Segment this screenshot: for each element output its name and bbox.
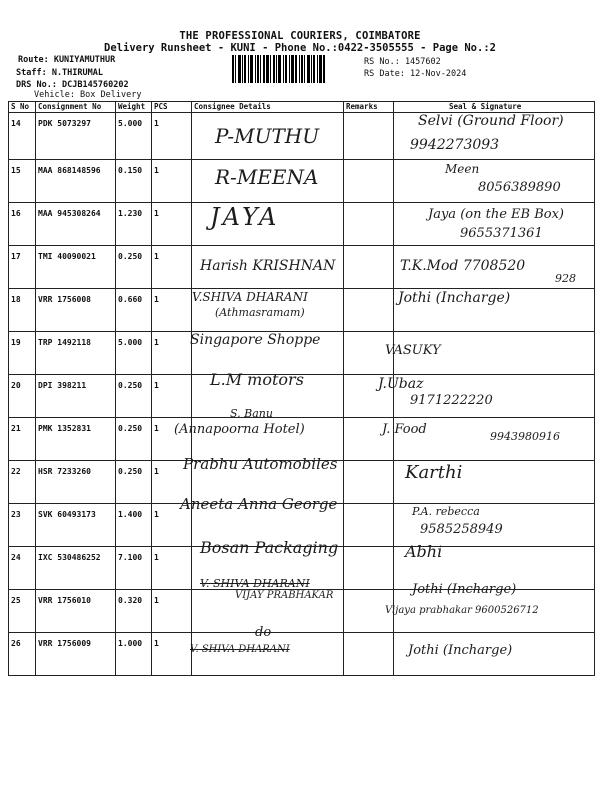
handwritten-consignee: (Annapoorna Hotel) — [174, 422, 305, 437]
rs-date: RS Date: 12-Nov-2024 — [364, 69, 467, 79]
sno: 18 — [9, 289, 36, 332]
weight: 1.400 — [116, 504, 152, 547]
pcs: 1 — [152, 113, 192, 160]
handwritten-signature: Abhi — [405, 542, 443, 561]
weight: 0.250 — [116, 418, 152, 461]
handwritten-signature: 8056389890 — [478, 180, 561, 195]
consignment-no: PMK 1352831 — [36, 418, 116, 461]
handwritten-consignee: P-MUTHU — [215, 124, 320, 148]
col-consignment: Consignment No — [36, 102, 116, 113]
pcs: 1 — [152, 203, 192, 246]
handwritten-consignee: Singapore Shoppe — [190, 332, 321, 348]
weight: 0.150 — [116, 160, 152, 203]
pcs: 1 — [152, 504, 192, 547]
col-pcs: PCS — [152, 102, 192, 113]
drs-label: DRS No.: DCJB145760202 — [16, 80, 129, 90]
handwritten-signature: T.K.Mod 7708520 — [400, 258, 526, 274]
consignment-no: TMI 40090021 — [36, 246, 116, 289]
consignment-no: VRR 1756008 — [36, 289, 116, 332]
handwritten-consignee: JAYA — [210, 203, 280, 231]
consignment-no: IXC 530486252 — [36, 547, 116, 590]
consignment-no: DPI 398211 — [36, 375, 116, 418]
handwritten-consignee: L.M motors — [210, 370, 304, 389]
col-remarks: Remarks — [344, 102, 394, 113]
weight: 0.320 — [116, 590, 152, 633]
handwritten-signature: 928 — [555, 272, 576, 285]
sno: 15 — [9, 160, 36, 203]
col-consignee: Consignee Details — [192, 102, 344, 113]
pcs: 1 — [152, 332, 192, 375]
handwritten-consignee: VIJAY PRABHAKAR — [235, 590, 334, 601]
consignment-no: VRR 1756009 — [36, 633, 116, 676]
pcs: 1 — [152, 633, 192, 676]
consignment-no: HSR 7233260 — [36, 461, 116, 504]
col-sno: S No — [9, 102, 36, 113]
handwritten-signature: 9655371361 — [460, 226, 543, 241]
handwritten-signature: Jothi (Incharge) — [408, 643, 513, 658]
pcs: 1 — [152, 289, 192, 332]
consignment-no: PDK 5073297 — [36, 113, 116, 160]
table-header-row — [9, 102, 595, 113]
handwritten-consignee: do — [255, 625, 272, 640]
pcs: 1 — [152, 547, 192, 590]
sno: 17 — [9, 246, 36, 289]
handwritten-signature: Selvi (Ground Floor) — [418, 113, 564, 129]
sno: 22 — [9, 461, 36, 504]
weight: 7.100 — [116, 547, 152, 590]
vehicle-label: Vehicle: Box Delivery — [34, 90, 142, 100]
sno: 26 — [9, 633, 36, 676]
weight: 0.250 — [116, 246, 152, 289]
consignment-no: MAA 945308264 — [36, 203, 116, 246]
handwritten-signature: Jothi (Incharge) — [412, 582, 517, 597]
sno: 14 — [9, 113, 36, 160]
handwritten-signature: VASUKY — [385, 343, 441, 358]
consignment-no: MAA 868148596 — [36, 160, 116, 203]
sno: 20 — [9, 375, 36, 418]
weight: 5.000 — [116, 113, 152, 160]
handwritten-consignee: Prabhu Automobiles — [183, 455, 338, 473]
rs-number: RS No.: 1457602 — [364, 57, 441, 67]
sno: 23 — [9, 504, 36, 547]
handwritten-signature: 9942273093 — [410, 137, 500, 153]
consignment-no: SVK 60493173 — [36, 504, 116, 547]
handwritten-consignee: V. SHIVA DHARANI — [190, 644, 290, 655]
handwritten-signature: Vijaya prabhakar 9600526712 — [385, 605, 539, 616]
runsheet-subtitle: Delivery Runsheet - KUNI - Phone No.:0422-3505555 - Page No.:2 — [104, 42, 496, 54]
handwritten-signature: Jothi (Incharge) — [398, 290, 511, 306]
handwritten-consignee: R-MEENA — [215, 165, 319, 189]
handwritten-signature: 9171222220 — [410, 393, 493, 408]
handwritten-consignee: V. SHIVA DHARANI — [200, 577, 310, 590]
route-label: Route: KUNIYAMUTHUR — [18, 55, 116, 65]
staff-label: Staff: N.THIRUMAL — [16, 68, 103, 78]
weight: 5.000 — [116, 332, 152, 375]
handwritten-signature: 9585258949 — [420, 522, 503, 537]
handwritten-signature: Karthi — [405, 462, 463, 483]
handwritten-consignee: V.SHIVA DHARANI — [192, 290, 308, 304]
handwritten-signature: J.Ubaz — [378, 376, 424, 392]
company-title: THE PROFESSIONAL COURIERS, COIMBATORE — [179, 30, 421, 42]
handwritten-signature: Jaya (on the EB Box) — [428, 207, 564, 222]
barcode — [232, 55, 354, 83]
sno: 16 — [9, 203, 36, 246]
handwritten-consignee: S. Banu — [230, 407, 273, 420]
sno: 21 — [9, 418, 36, 461]
sno: 19 — [9, 332, 36, 375]
handwritten-signature: J. Food — [382, 422, 427, 437]
pcs: 1 — [152, 418, 192, 461]
consignment-no: TRP 1492118 — [36, 332, 116, 375]
pcs: 1 — [152, 375, 192, 418]
handwritten-consignee: Harish KRISHNAN — [200, 258, 336, 274]
pcs: 1 — [152, 590, 192, 633]
pcs: 1 — [152, 461, 192, 504]
handwritten-signature: Meen — [445, 162, 480, 176]
handwritten-signature: P.A. rebecca — [412, 505, 480, 518]
handwritten-consignee: Bosan Packaging — [200, 538, 339, 557]
weight: 1.230 — [116, 203, 152, 246]
consignment-no: VRR 1756010 — [36, 590, 116, 633]
weight: 0.250 — [116, 375, 152, 418]
weight: 1.000 — [116, 633, 152, 676]
col-seal: Seal & Signature — [394, 102, 595, 113]
weight: 0.660 — [116, 289, 152, 332]
weight: 0.250 — [116, 461, 152, 504]
pcs: 1 — [152, 246, 192, 289]
handwritten-consignee: Aneeta Anna George — [180, 495, 338, 513]
pcs: 1 — [152, 160, 192, 203]
sno: 24 — [9, 547, 36, 590]
handwritten-consignee: (Athmasramam) — [215, 306, 305, 319]
col-weight: Weight — [116, 102, 152, 113]
handwritten-signature: 9943980916 — [490, 430, 560, 443]
sno: 25 — [9, 590, 36, 633]
